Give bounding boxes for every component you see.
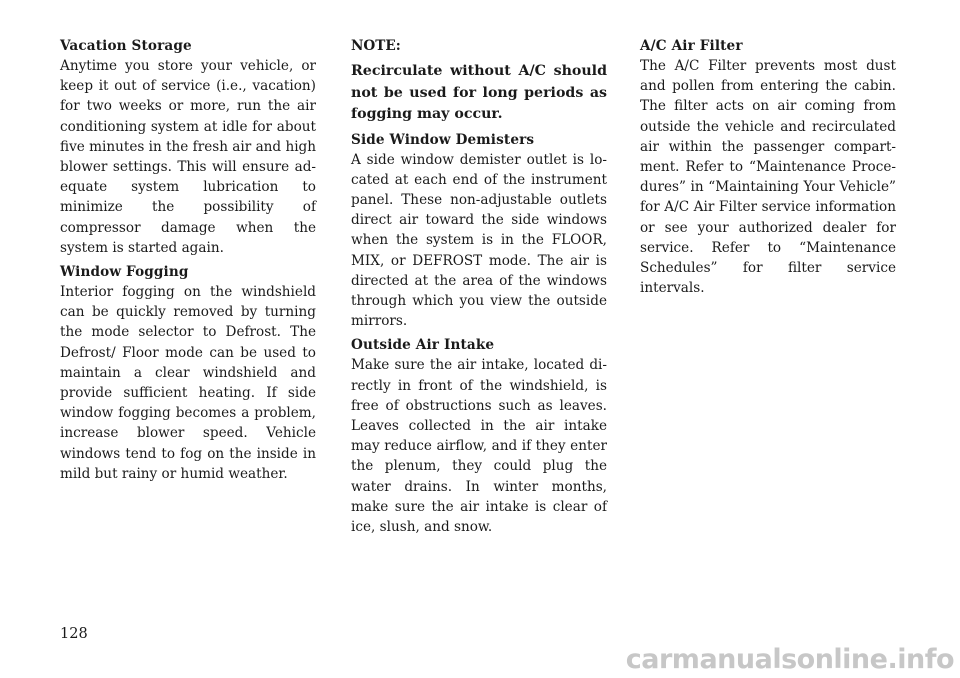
- section-side-window-demisters: [351, 130, 607, 332]
- section-outside-air-intake: [351, 335, 607, 537]
- page-number: 128: [60, 626, 88, 642]
- heading-ac-air-filter: A/C Air Filter: [640, 38, 743, 54]
- heading-side-window-demisters: Side Window Demisters: [351, 131, 535, 148]
- text-ac-air-filter: The A/C Filter prevents most dust and pollen from entering the cabin. The filter acts on air coming from outside the vehicle and recirculated air within the passenger compartment. Refer to “Maintenance Procedures” in “Maintaining Your Vehicle” for A/C Air Filter service information or see your authorized dealer for service. Refer to “Maintenance Schedules” for filter service intervals.: [640, 58, 896, 297]
- text-side-window-demisters: A side window demister outlet is located at each end of the instrument panel. These non-adjustable outlets direct air toward the side windows when the system is in the FLOOR, MIX, or DEFROST mode. The air is directed at the area of the windows through which you view the outside mirrors.: [351, 151, 607, 330]
- watermark: carmanualsonline.info: [625, 644, 954, 675]
- section-window-fogging: [60, 262, 316, 484]
- text-outside-air-intake: Make sure the air intake, located directly in front of the windshield, is free of obstructions such as leaves. Leaves collected in the air intake may reduce airflow, and if they enter the plenum, they could plug the water drains. In winter months, make sure the air intake is clear of ice, slush, and snow.: [351, 357, 607, 535]
- heading-vacation-storage: Vacation Storage: [60, 38, 192, 54]
- note-text: Recirculate without A/C should not be used for long periods as fogging may occur.: [351, 63, 607, 122]
- section-vacation-storage: [60, 36, 316, 258]
- note-block: [351, 36, 607, 126]
- text-vacation-storage: Anytime you store your vehicle, or keep it out of service (i.e., vacation) for two weeks or more, run the air conditioning system at idle for about five minutes in the fresh air and high blower settings. This will ensure adequate system lubrication to minimize the possibility of compressor damage when the system is started again.: [60, 58, 317, 256]
- heading-outside-air-intake: Outside Air Intake: [351, 337, 495, 354]
- column-right: [640, 36, 896, 302]
- note-title: NOTE:: [351, 38, 401, 54]
- heading-window-fogging: Window Fogging: [60, 264, 189, 281]
- column-left: [60, 36, 316, 488]
- column-middle: [351, 36, 607, 541]
- section-ac-air-filter: [640, 36, 896, 298]
- text-window-fogging: Interior fogging on the windshield can be quickly removed by turning the mode selector to Defrost. The Defrost/ Floor mode can be used to maintain a clear windshield and provide sufficient heating. If side window fogging becomes a problem, increase blower speed. Vehicle windows tend to fog on the inside in mild but rainy or humid weather.: [60, 284, 316, 482]
